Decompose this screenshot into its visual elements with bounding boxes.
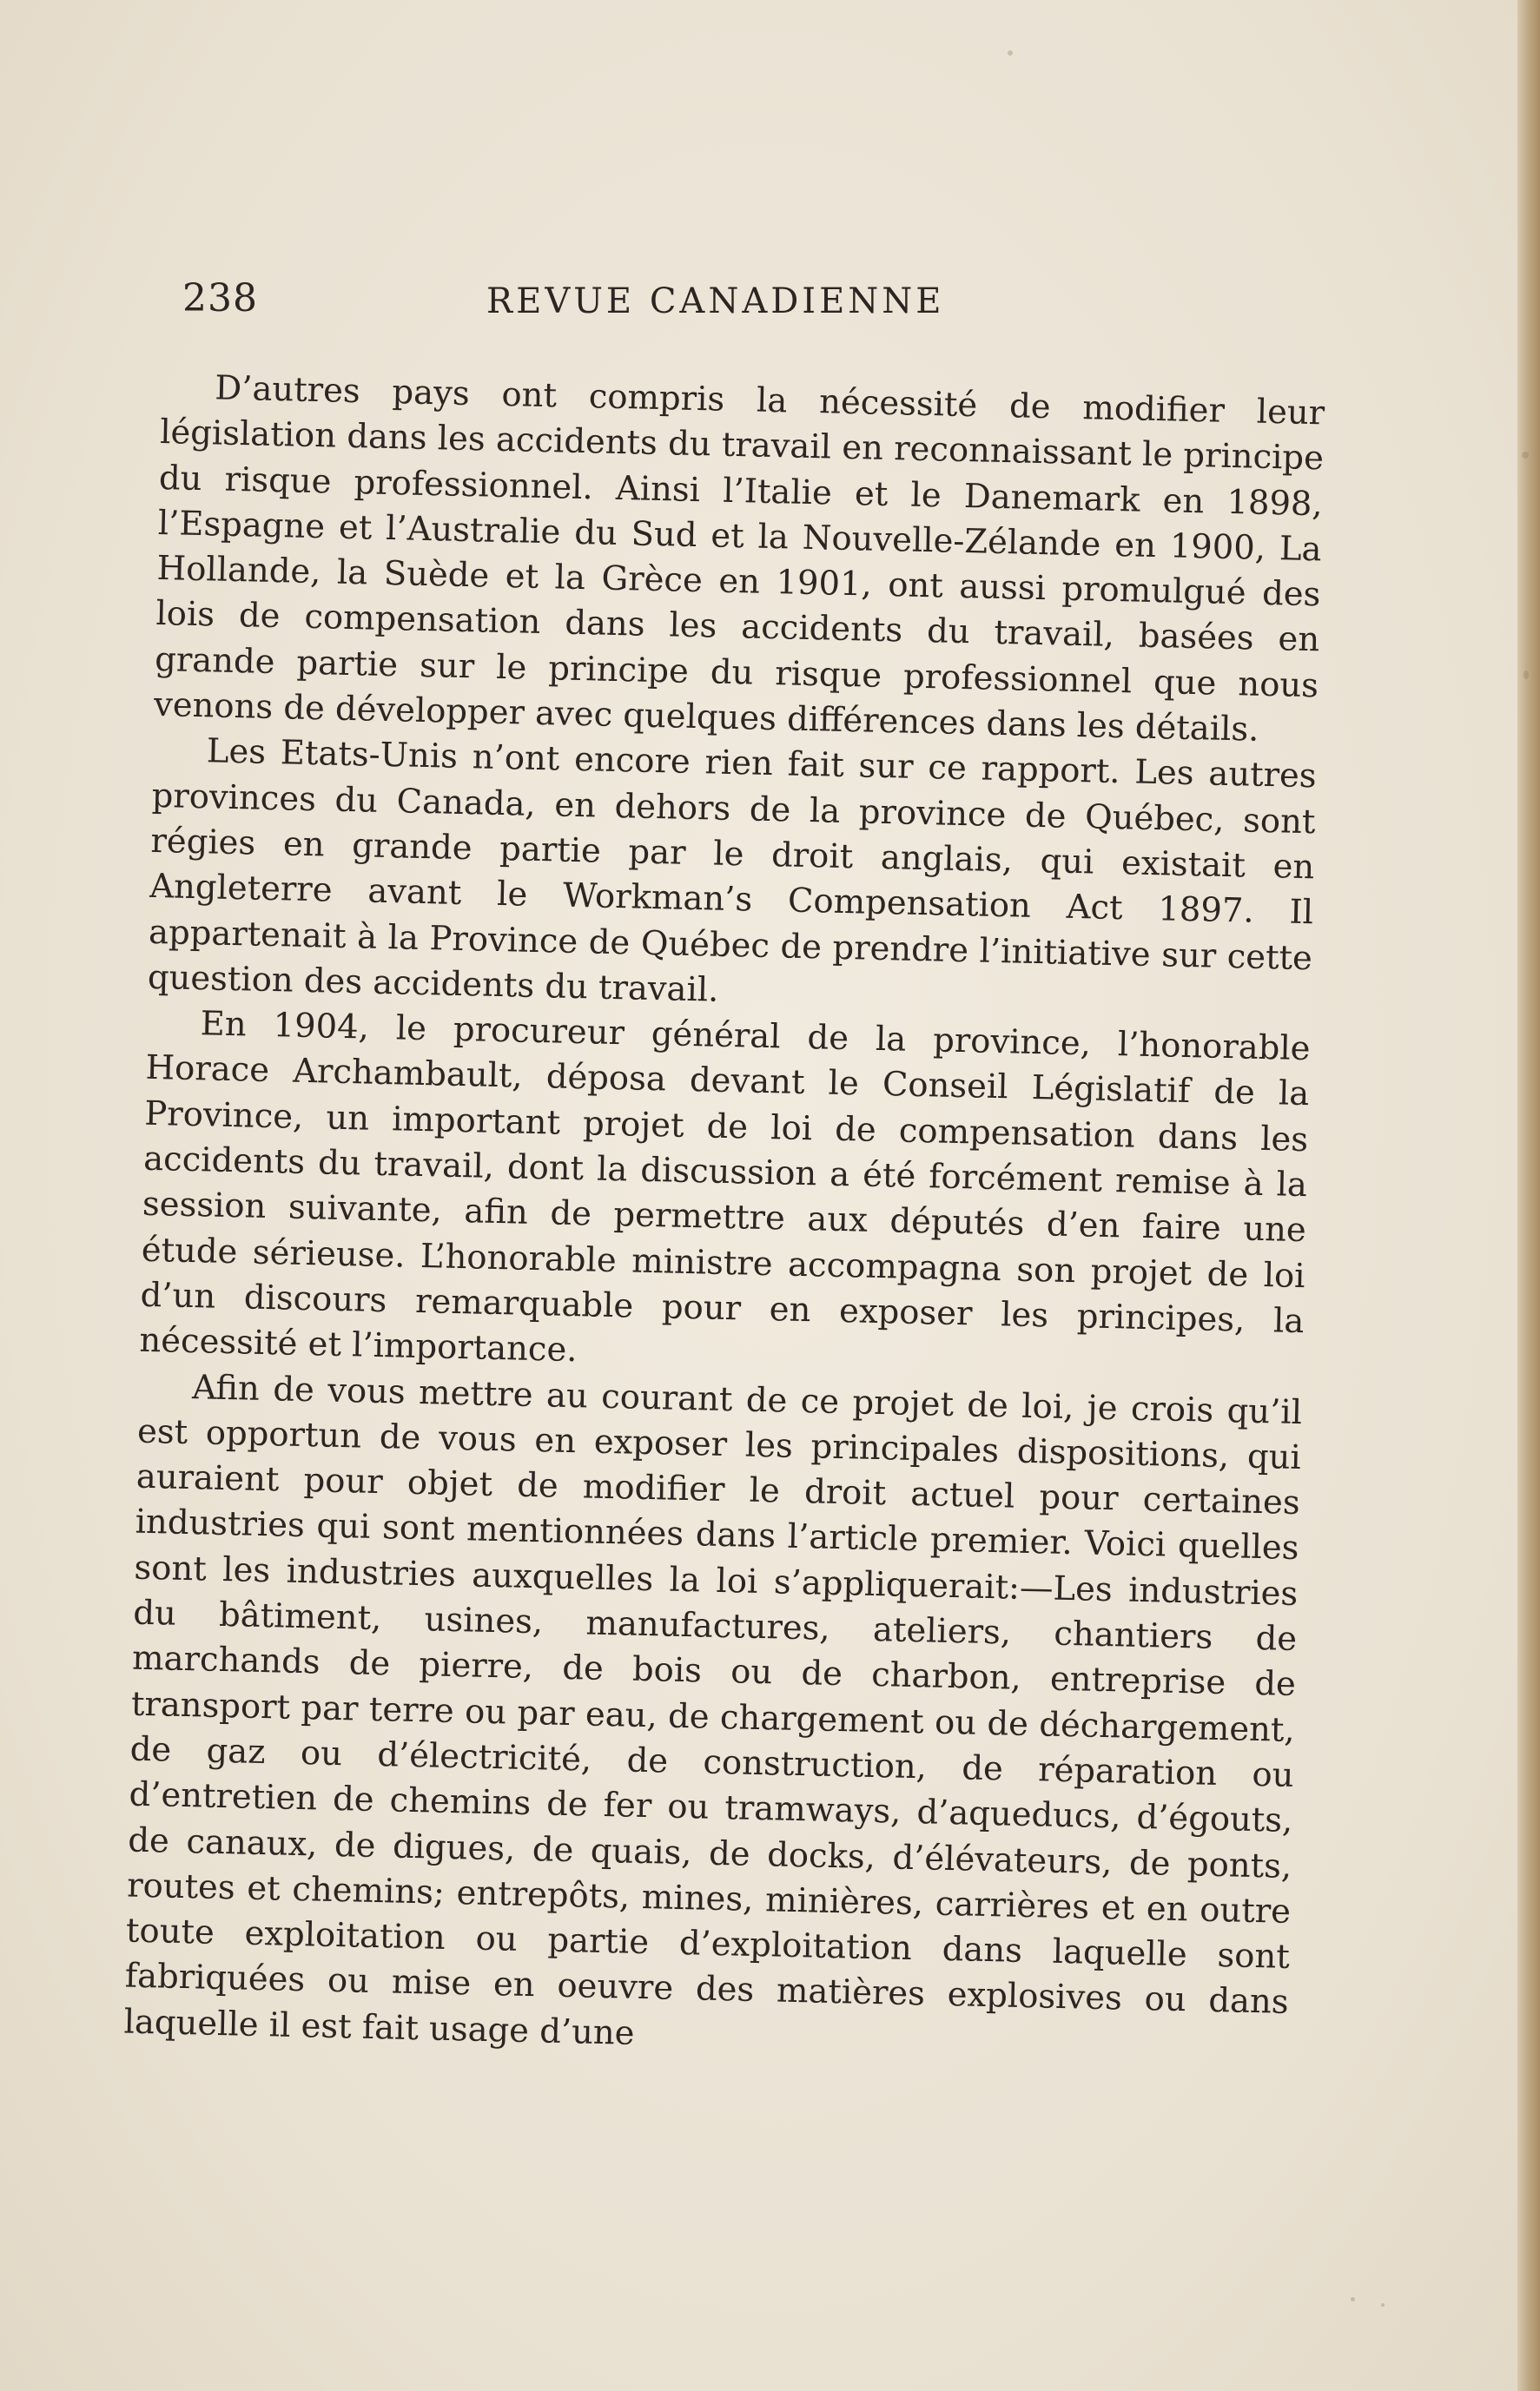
paper-speck [1523,670,1529,679]
paragraph-1: D’autres pays ont compris la nécessité de modifier leur législation dans les accidents du travail en reconnaissant le principe du risque professionnel. Ainsi l’Italie et le Danemark en 1898, l’Espagne et l’Australie du Sud et la Nouvelle-Zélande en 1900, La Hollande, la Suède et la Grèce en 1901, ont aussi promulgué des lois de compensation dans les accidents du travail, basées en grande partie sur le principe du risque professionnel que nous venons de développer avec quelques différences dans les détails. [153,368,1325,750]
running-title: REVUE CANADIENNE [486,281,945,321]
page-edge [1517,0,1540,2391]
paper-speck [1351,2297,1355,2302]
page-number: 238 [182,276,258,320]
paragraph-3: En 1904, le procureur général de la province, l’honorable Horace Archambault, déposa devant le Conseil Législatif de la Province, un important projet de loi de compensation dans les accidents du travail, dont la discussion a été forcément remise à la session suivante, afin de permettre aux députés d’en faire une étude sérieuse. L’honorable ministre accompagna son projet de loi d’un discours remarquable pour en exposer les principes, la nécessité et l’importance. [138,1004,1311,1371]
paper-speck [1381,2303,1385,2307]
body-text [123,365,1325,2071]
paper-speck [1522,452,1529,459]
paragraph-2: Les Etats-Unis n’ont encore rien fait sur ce rapport. Les autres provinces du Canada, en dehors de la province de Québec, sont régies en grande partie par le droit anglais, qui existait en Angleterre avant le Workman’s Compensation Act 1897. Il appartenait à la Province de Québec de prendre l’initiative sur cette question des accidents du travail. [147,731,1318,1010]
paper-speck [1008,50,1013,56]
page-header [182,276,1329,328]
paragraph-4: Afin de vous mettre au courant de ce projet de loi, je crois qu’il est opportun de vous en exposer les principales dispositions, qui auraient pour objet de modifier le droit actuel pour certaines industries qui sont mentionnées dans l’article premier. Voici quelles sont les industries auxquelles la loi s’appliquerait:—Les industries du bâtiment, usines, manufactures, ateliers, chantiers de marchands de pierre, de bois ou de charbon, entreprise de transport par terre ou par eau, de chargement ou de déchargement, de gaz ou d’électricité, de construction, de réparation ou d’entretien de chemins de fer ou tramways, d’aqueducs, d’égouts, de canaux, de digues, de quais, de docks, d’élévateurs, de ponts, routes et chemins; entrepôts, mines, minières, carrières et en outre toute exploitation ou partie d’exploitation dans laquelle sont fabriquées ou mise en oeuvre des matières explosives ou dans laquelle il est fait usage d’une [123,1367,1303,2053]
